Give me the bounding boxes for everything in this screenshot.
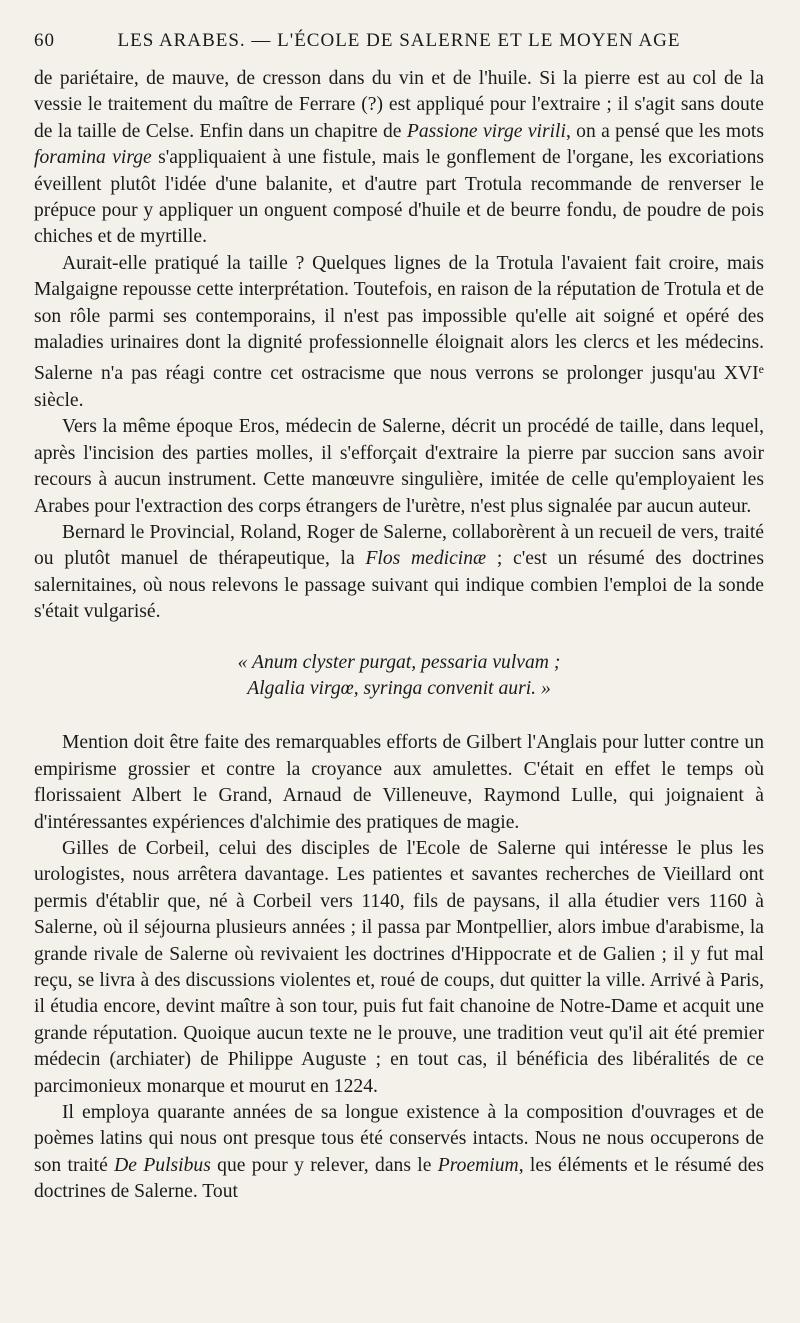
page-header <box>34 30 764 60</box>
paragraph-7: Il employa quarante années de sa longue existence à la composition d'ouvrages et de poèmes latins qui nous ont presque tous été conservés intacts. Nous ne nous occuperons de son traité De Pulsibus que pour y relever, dans le Proemium, les éléments et le résumé des doctrines de Salerne. Tout <box>34 1102 765 1203</box>
verse-quote <box>34 650 764 703</box>
page-number: 60 <box>34 30 55 51</box>
quote-line-1: « Anum clyster purgat, pessaria vulvam ; <box>237 651 561 673</box>
body-text <box>34 66 764 1206</box>
paragraph-6: Gilles de Corbeil, celui des disciples de l'Ecole de Salerne qui intéresse le plus les urologistes, nous arrêtera davantage. Les patientes et savantes recherches de Vieillard ont permis d'établir que, né à Corbeil vers 1140, fils de paysans, il alla étudier vers 1160 à Salerne, où il séjourna plusieurs années ; il passa par Montpellier, alors imbue d'arabisme, la grande rivale de Salerne où revivaient les doctrines d'Hippocrate et de Galien ; il y fut mal reçu, se livra à des discussions violentes et, roué de coups, dut quitter la ville. Arrivé à Paris, il étudia encore, devint maître à son tour, puis fut fait chanoine de Notre-Dame et acquit une grande réputation. Quoique aucun texte ne le prouve, une tradition veut qu'il ait été premier médecin (archiater) de Philippe Auguste ; en tout cas, il bénéficia des libéralités de ce parcimonieux monarque et mourut en 1224. <box>34 837 764 1097</box>
paragraph-2: Aurait-elle pratiqué la taille ? Quelques lignes de la Trotula l'avaient fait croire, mais Malgaigne repousse cette interprétation. Toutefois, en raison de la réputation de Trotula et de son rôle parmi ses contemporains, il n'est pas impossible qu'elle ait soigné et opéré des maladies urinaires dont la dignité professionnelle éloignait alors les clercs et les médecins. Salerne n'a pas réagi contre cet ostracisme que nous verrons se prolonger jusqu'au XVIe siècle. <box>34 252 764 411</box>
italic-term: Proemium <box>437 1154 519 1176</box>
century-superscript: e <box>758 362 764 377</box>
italic-title: Flos medicinæ <box>365 548 487 570</box>
century-numeral: XVI <box>723 363 759 385</box>
quote-line-2: Algalia virgœ, syringa convenit auri. » <box>247 677 551 699</box>
paragraph-3: Vers la même époque Eros, médecin de Salerne, décrit un procédé de taille, dans lequel, après l'incision des parties molles, il s'efforçait d'extraire la pierre par succion sans avoir recours à aucun instrument. Cette manœuvre singulière, imitée de celle qu'employaient les Arabes pour l'extraction des corps étrangers de l'urètre, n'est plus signalée par aucun auteur. <box>34 416 764 517</box>
italic-term: foramina virge <box>34 147 152 169</box>
paragraph-1: de pariétaire, de mauve, de cresson dans du vin et de l'huile. Si la pierre est au col de la vessie le traitement du maître de Ferrare (?) est appliqué pour l'extraire ; il s'agit sans doute de la taille de Celse. Enfin dans un chapitre de Passione virge virili, on a pensé que les mots foramina virge s'appliquaient à une fistule, mais le gonflement de l'organe, les excoriations éveillent plutôt l'idée d'une balanite, et d'autre part Trotula recommande de renverser le prépuce pour y appliquer un onguent composé d'huile et de beurre fondu, de poudre de pois chiches et de myrtille. <box>34 68 764 248</box>
italic-title: De Pulsibus <box>114 1154 211 1176</box>
paragraph-4: Bernard le Provincial, Roland, Roger de Salerne, collaborèrent à un recueil de vers, traité ou plutôt manuel de thérapeutique, la Flos medicinæ ; c'est un résumé des doctrines salernitaines, où nous relevons le passage suivant qui indique combien l'emploi de la sonde s'était vulgarisé. <box>34 521 764 623</box>
italic-term: Passione virge virili <box>406 120 566 142</box>
running-head: LES ARABES. — L'ÉCOLE DE SALERNE ET LE MOYEN AGE <box>117 30 681 51</box>
paragraph-5: Mention doit être faite des remarquables efforts de Gilbert l'Anglais pour lutter contre un empirisme grossier et contre la croyance aux amulettes. C'était en effet le temps où florissaient Albert le Grand, Arnaud de Villeneuve, Raymond Lulle, qui joignaient à d'intéressantes expériences d'alchimie des pratiques de magie. <box>34 732 764 833</box>
